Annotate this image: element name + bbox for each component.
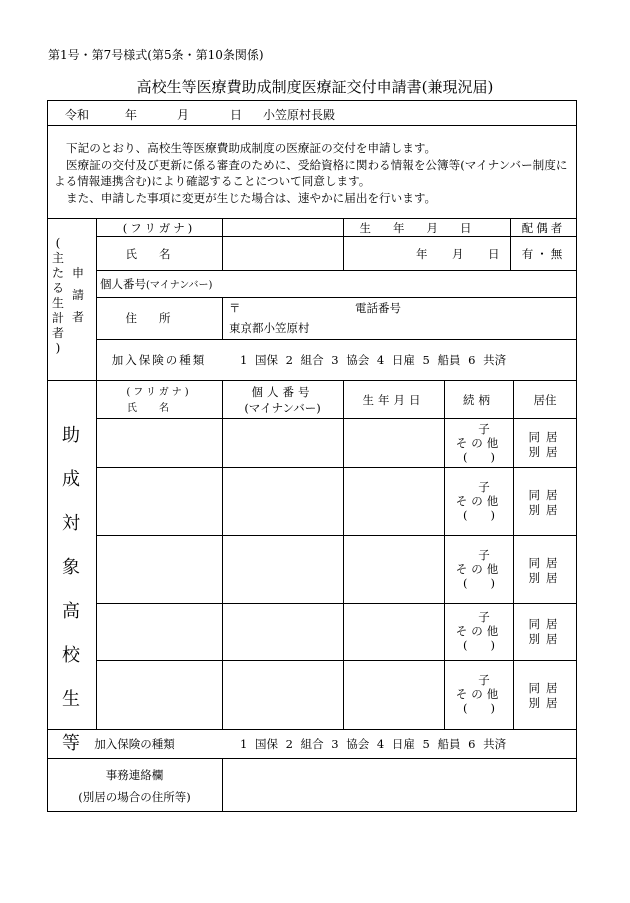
divider bbox=[96, 339, 577, 340]
divider bbox=[96, 535, 577, 536]
residence-cell: 同居 別居 bbox=[528, 430, 564, 459]
address-value: 東京都小笠原村 bbox=[229, 321, 310, 335]
relation-cell: 子 その他 ( ) bbox=[455, 422, 503, 464]
era-label: 令和 bbox=[65, 108, 90, 122]
birth-year: 年 bbox=[416, 247, 428, 261]
day-label: 日 bbox=[230, 108, 243, 122]
addressee: 小笠原村長殿 bbox=[263, 108, 336, 122]
residence-cell: 同居 別居 bbox=[528, 617, 564, 646]
relation-cell: 子 その他 ( ) bbox=[455, 548, 503, 590]
target-insurance-label: 加入保険の種類 bbox=[94, 737, 175, 751]
divider bbox=[96, 380, 97, 729]
spouse-header: 配偶者 bbox=[521, 221, 566, 235]
divider bbox=[222, 758, 223, 812]
intro-text bbox=[54, 140, 574, 206]
year-label: 年 bbox=[125, 108, 138, 122]
target-section-label: 助 成 対 象 高 校 生 等 bbox=[62, 425, 80, 754]
birth-day: 日 bbox=[488, 247, 500, 261]
intro-line-3: よる情報連携含む)により確認することについて同意します。 bbox=[54, 174, 371, 188]
birth-header: 生年月日 bbox=[359, 221, 494, 235]
relation-cell: 子 その他 ( ) bbox=[455, 610, 503, 652]
residence-cell: 同居 別居 bbox=[528, 488, 564, 517]
residence-cell: 同居 別居 bbox=[528, 556, 564, 585]
applicant-outer-label: ( 主 た る 生 計 者 ) bbox=[51, 236, 64, 355]
intro-line-1: 下記のとおり、高校生等医療費助成制度の医療証の交付を申請します。 bbox=[66, 141, 437, 155]
birth-month: 月 bbox=[452, 247, 464, 261]
divider bbox=[47, 218, 577, 219]
divider bbox=[96, 297, 577, 298]
address-label: 住所 bbox=[125, 311, 193, 325]
divider bbox=[96, 236, 577, 237]
spouse-value: 有・無 bbox=[521, 247, 566, 261]
divider bbox=[47, 380, 577, 381]
col-furigana: (フリガナ) bbox=[126, 387, 192, 398]
page-title: 高校生等医療費助成制度医療証交付申請書(兼現況届) bbox=[136, 78, 494, 96]
applicant-name-label: 氏名 bbox=[125, 247, 193, 261]
applicant-inner-label: 申 請 者 bbox=[71, 266, 84, 324]
divider bbox=[96, 467, 577, 468]
target-insurance-options: 1 国保 2 組合 3 協会 4 日雇 5 船員 6 共済 bbox=[240, 737, 507, 751]
applicant-insurance-options: 1 国保 2 組合 3 協会 4 日雇 5 船員 6 共済 bbox=[240, 353, 507, 367]
intro-line-4: また、申請した事項に変更が生じた場合は、速やかに届出を行います。 bbox=[66, 190, 437, 205]
date-row bbox=[47, 100, 577, 126]
divider bbox=[96, 270, 577, 271]
col-relation: 続柄 bbox=[463, 393, 494, 407]
divider bbox=[96, 660, 577, 661]
divider bbox=[47, 729, 577, 730]
relation-cell: 子 その他 ( ) bbox=[455, 480, 503, 522]
phone-label: 電話番号 bbox=[355, 301, 401, 315]
col-name: 氏名 bbox=[127, 403, 191, 414]
divider bbox=[343, 380, 344, 729]
mynumber-label: 個人番号(マイナンバー) bbox=[100, 277, 213, 291]
residence-cell: 同居 別居 bbox=[528, 681, 564, 710]
postal-mark: 〒 bbox=[229, 301, 241, 315]
divider bbox=[96, 418, 577, 419]
col-mynumber: 個人番号 bbox=[251, 385, 314, 399]
divider bbox=[444, 380, 445, 729]
intro-line-2: 医療証の交付及び更新に係る審査のために、受給資格に関わる情報を公簿等(マイナンバー制度に bbox=[66, 157, 568, 172]
col-residence: 居住 bbox=[533, 393, 557, 407]
divider bbox=[513, 380, 514, 729]
divider bbox=[222, 380, 223, 729]
divider bbox=[47, 758, 577, 759]
applicant-insurance-label: 加入保険の種類 bbox=[111, 353, 207, 367]
col-mynumber-sub: (マイナンバー) bbox=[244, 401, 321, 415]
col-birth: 生年月日 bbox=[362, 393, 425, 407]
office-label: 事務連絡欄 bbox=[105, 768, 164, 782]
divider bbox=[222, 297, 223, 339]
month-label: 月 bbox=[177, 108, 190, 122]
divider bbox=[222, 218, 223, 270]
office-sub: (別居の場合の住所等) bbox=[78, 790, 191, 804]
form-number: 第1号・第7号様式(第5条・第10条関係) bbox=[48, 48, 264, 62]
divider bbox=[96, 603, 577, 604]
relation-cell: 子 その他 ( ) bbox=[455, 673, 503, 715]
applicant-furigana-label: (フリガナ) bbox=[122, 221, 196, 235]
